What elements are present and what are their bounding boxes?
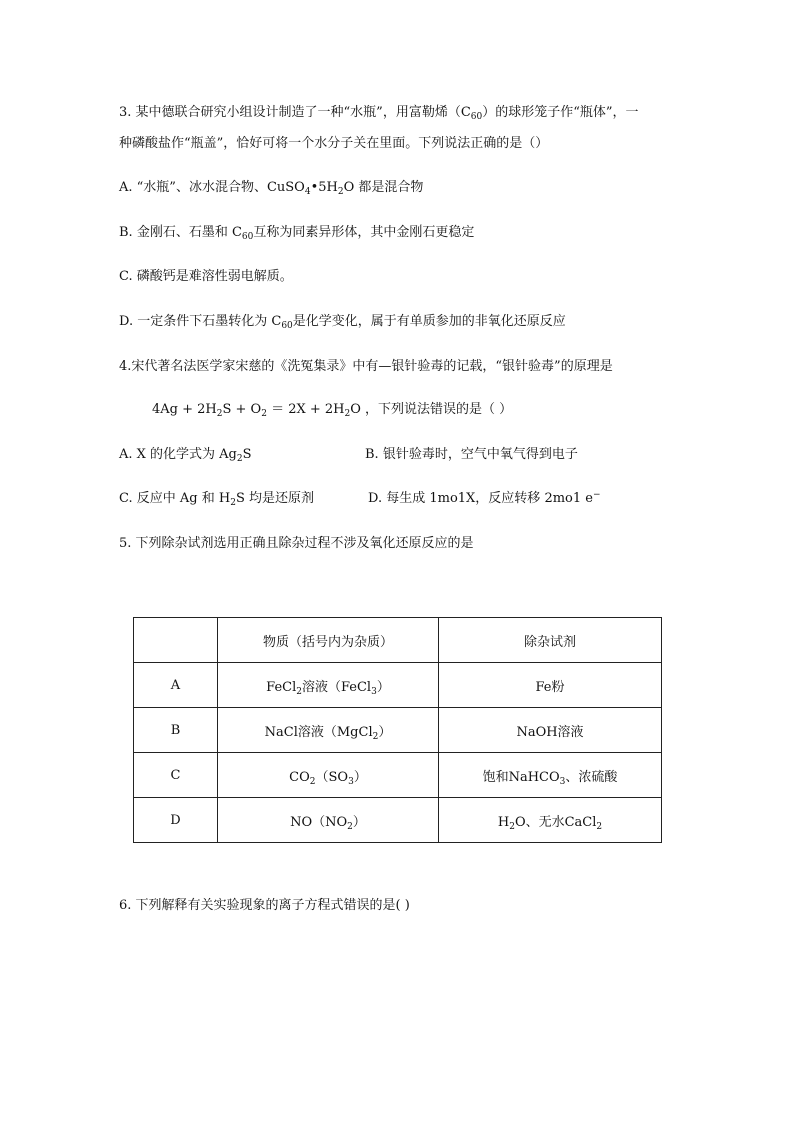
q3-option-b: B. 金刚石、石墨和 $C_{60}$互称为同素异形体，其中金刚石更稳定 — [119, 225, 475, 242]
table-row — [134, 753, 662, 798]
q4-option-a: A. X 的化学式为 $Ag_2S$ — [119, 447, 252, 464]
q3-option-a: A. “水瓶”、冰水混合物、$CuSO_4•5H_2O$ 都是混合物 — [119, 180, 424, 197]
q3-option-c: C. 磷酸钙是难溶性弱电解质。 — [119, 269, 293, 284]
q5-stem: 5. 下列除杂试剂选用正确且除杂过程不涉及氧化还原反应的是 — [119, 536, 474, 551]
q3-stem-line2: 种磷酸盐作“瓶盖”，恰好可将一个水分子关在里面。下列说法正确的是（） — [119, 136, 549, 151]
table-row — [134, 663, 662, 708]
header-cell-substance: 物质（括号内为杂质） — [218, 618, 439, 663]
table-row — [134, 798, 662, 843]
q5-table — [133, 617, 662, 843]
q6-stem: 6. 下列解释有关实验现象的离子方程式错误的是( ) — [119, 898, 410, 913]
row-label: B — [134, 708, 218, 753]
table-row — [134, 708, 662, 753]
header-cell-blank — [134, 618, 218, 663]
q4-option-c: C. 反应中 Ag 和 $H_2S$ 均是还原剂 — [119, 491, 314, 508]
substance-cell: NaCl溶液（MgCl$_2$） — [218, 708, 439, 753]
q4-equation: $4Ag + 2H_2S + O_2 = 2X + 2H_2O$ ，下列说法错误的是（ ） — [152, 402, 513, 419]
reagent-cell: NaOH溶液 — [439, 708, 662, 753]
substance-cell: FeCl$_2$溶液（FeCl$_3$） — [218, 663, 439, 708]
row-label: D — [134, 798, 218, 843]
q4-stem-line1: 4.宋代著名法医学家宋慈的《洗冤集录》中有—银针验毒的记载，“银针验毒”的原理是 — [119, 359, 613, 374]
reagent-cell: $H_2O$、无水CaCl$_2$ — [439, 798, 662, 843]
q3-stem-line1: 3. 某中德联合研究小组设计制造了一种“水瓶”，用富勒烯$(C_{60})$的球形笼子作“瓶体”，一 — [119, 105, 639, 122]
row-label: A — [134, 663, 218, 708]
header-cell-reagent: 除杂试剂 — [439, 618, 662, 663]
reagent-cell: 饱和NaHCO$_3$、浓硫酸 — [439, 753, 662, 798]
q4-option-b: B. 银针验毒时，空气中氧气得到电子 — [365, 447, 578, 462]
row-label: C — [134, 753, 218, 798]
substance-cell: $CO_2(SO_3)$ — [218, 753, 439, 798]
q3-option-d: D. 一定条件下石墨转化为 $C_{60}$是化学变化，属于有单质参加的非氧化还原反应 — [119, 314, 566, 331]
substance-cell: $NO(NO_2)$ — [218, 798, 439, 843]
table-header-row — [134, 618, 662, 663]
reagent-cell: Fe粉 — [439, 663, 662, 708]
q4-option-d: D. 每生成 1mo1X，反应转移 2mo1 e− — [368, 490, 601, 506]
